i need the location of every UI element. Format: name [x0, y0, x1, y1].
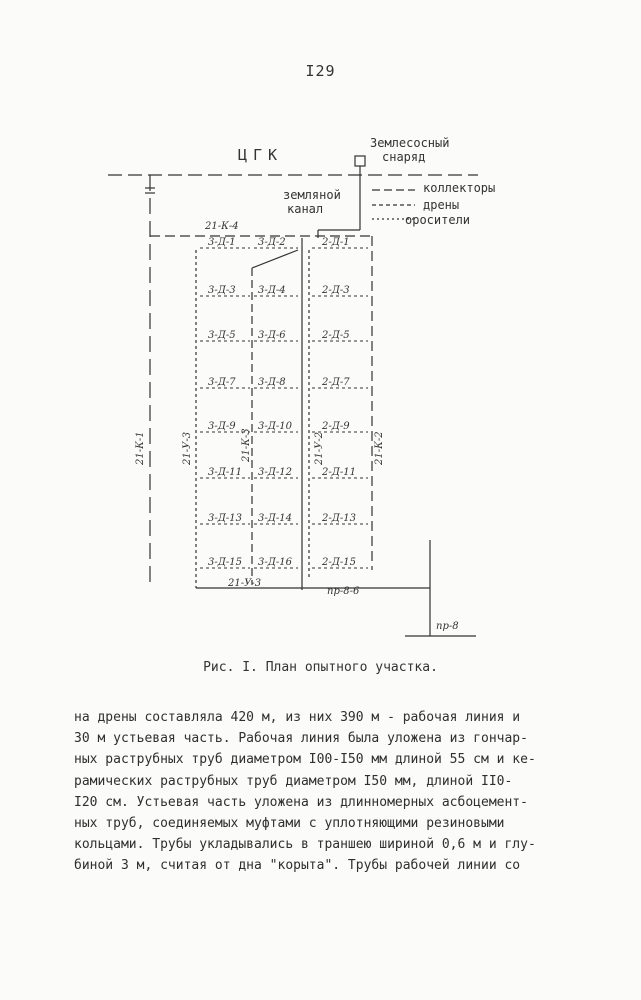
drain-label: 2-Д-5	[322, 330, 350, 341]
drain-out-label: пр-8-6	[327, 586, 360, 597]
body-paragraph	[74, 707, 554, 877]
drain-label: 2-Д-13	[322, 513, 356, 524]
drain-label: 3-Д-5	[208, 330, 236, 341]
channel-label-2: канал	[287, 202, 324, 216]
drain-label: 2-Д-1	[322, 237, 350, 248]
channel-label-1: земляной	[283, 188, 341, 202]
collector-top-label: 21-К-4	[205, 221, 239, 232]
legend-irrigators-label: оросители	[405, 213, 471, 227]
drain-label: 3-Д-3	[208, 285, 236, 296]
irrigator-bottom-label: 21-У-3	[228, 578, 262, 589]
drain-label: 3-Д-13	[208, 513, 242, 524]
text-line: биной 3 м, считая от дна "корыта". Трубы рабочей линии со	[74, 858, 521, 874]
dredge-label-1: Землесосный	[370, 136, 450, 150]
main-canal-label: ЦГК	[238, 146, 284, 164]
drain-label: 3-Д-14	[258, 513, 292, 524]
page-number: I29	[305, 62, 336, 80]
dredge-marker	[355, 156, 365, 166]
drain-label: 3-Д-7	[208, 377, 236, 388]
text-line: I20 см. Устьевая часть уложена из длинномерных асбоцемент-	[74, 794, 528, 810]
irrigator-right-label: 21-У-2	[314, 431, 325, 465]
drain-labels-col-c	[321, 237, 356, 568]
text-line: на дрены составляла 420 м, из них 390 м - рабочая линия и	[74, 710, 521, 725]
drain-label: 2-Д-7	[322, 377, 350, 388]
figure-caption: Рис. I. План опытного участка.	[203, 660, 438, 675]
drain-label: 3-Д-16	[258, 557, 292, 568]
text-line: рамических раструбных труб диаметром I50 мм, длиной II0-	[74, 773, 513, 789]
drain-label: 3-Д-11	[208, 467, 242, 478]
drain-label: 3-Д-2	[258, 237, 286, 248]
collector-left-label: 21-К-1	[135, 431, 146, 465]
text-line: ных раструбных труб диаметром I00-I50 мм длиной 55 см и ке-	[74, 752, 536, 768]
legend-drains-label: дрены	[423, 198, 460, 212]
text-line: ных труб, соединяемых муфтами с уплотняющими резиновыми	[74, 816, 505, 832]
drain-label: 2-Д-11	[322, 467, 356, 478]
text-line: 30 м устьевая часть. Рабочая линия была уложена из гончар-	[74, 731, 528, 747]
drain-label: 2-Д-15	[322, 557, 356, 568]
drain-labels-col-b	[258, 237, 293, 568]
legend-collectors-label: коллекторы	[423, 181, 496, 195]
drain-label: 2-Д-9	[322, 421, 350, 432]
drain-label: 3-Д-6	[258, 330, 286, 341]
drain-labels-col-a	[208, 237, 242, 568]
drain-label: 3-Д-8	[258, 377, 286, 388]
drain-label: 3-Д-10	[258, 421, 292, 432]
irrigator-left-label: 21-У-3	[182, 431, 193, 465]
drain-label: 3-Д-9	[208, 421, 236, 432]
drain-end-label: пр-8	[436, 621, 459, 632]
dredge-label-2: снаряд	[382, 150, 426, 164]
drain-label: 3-Д-1	[208, 237, 236, 248]
drain-label: 3-Д-12	[258, 467, 292, 478]
drain-label: 2-Д-3	[322, 285, 350, 296]
collector-mid-label: 21-К-3	[241, 428, 252, 462]
collector-right-label: 21-К-2	[374, 431, 385, 465]
drain-label: 3-Д-4	[258, 285, 286, 296]
drain-label: 3-Д-15	[208, 557, 242, 568]
text-line: кольцами. Трубы укладывались в траншею шириной 0,6 м и глу-	[74, 837, 536, 853]
